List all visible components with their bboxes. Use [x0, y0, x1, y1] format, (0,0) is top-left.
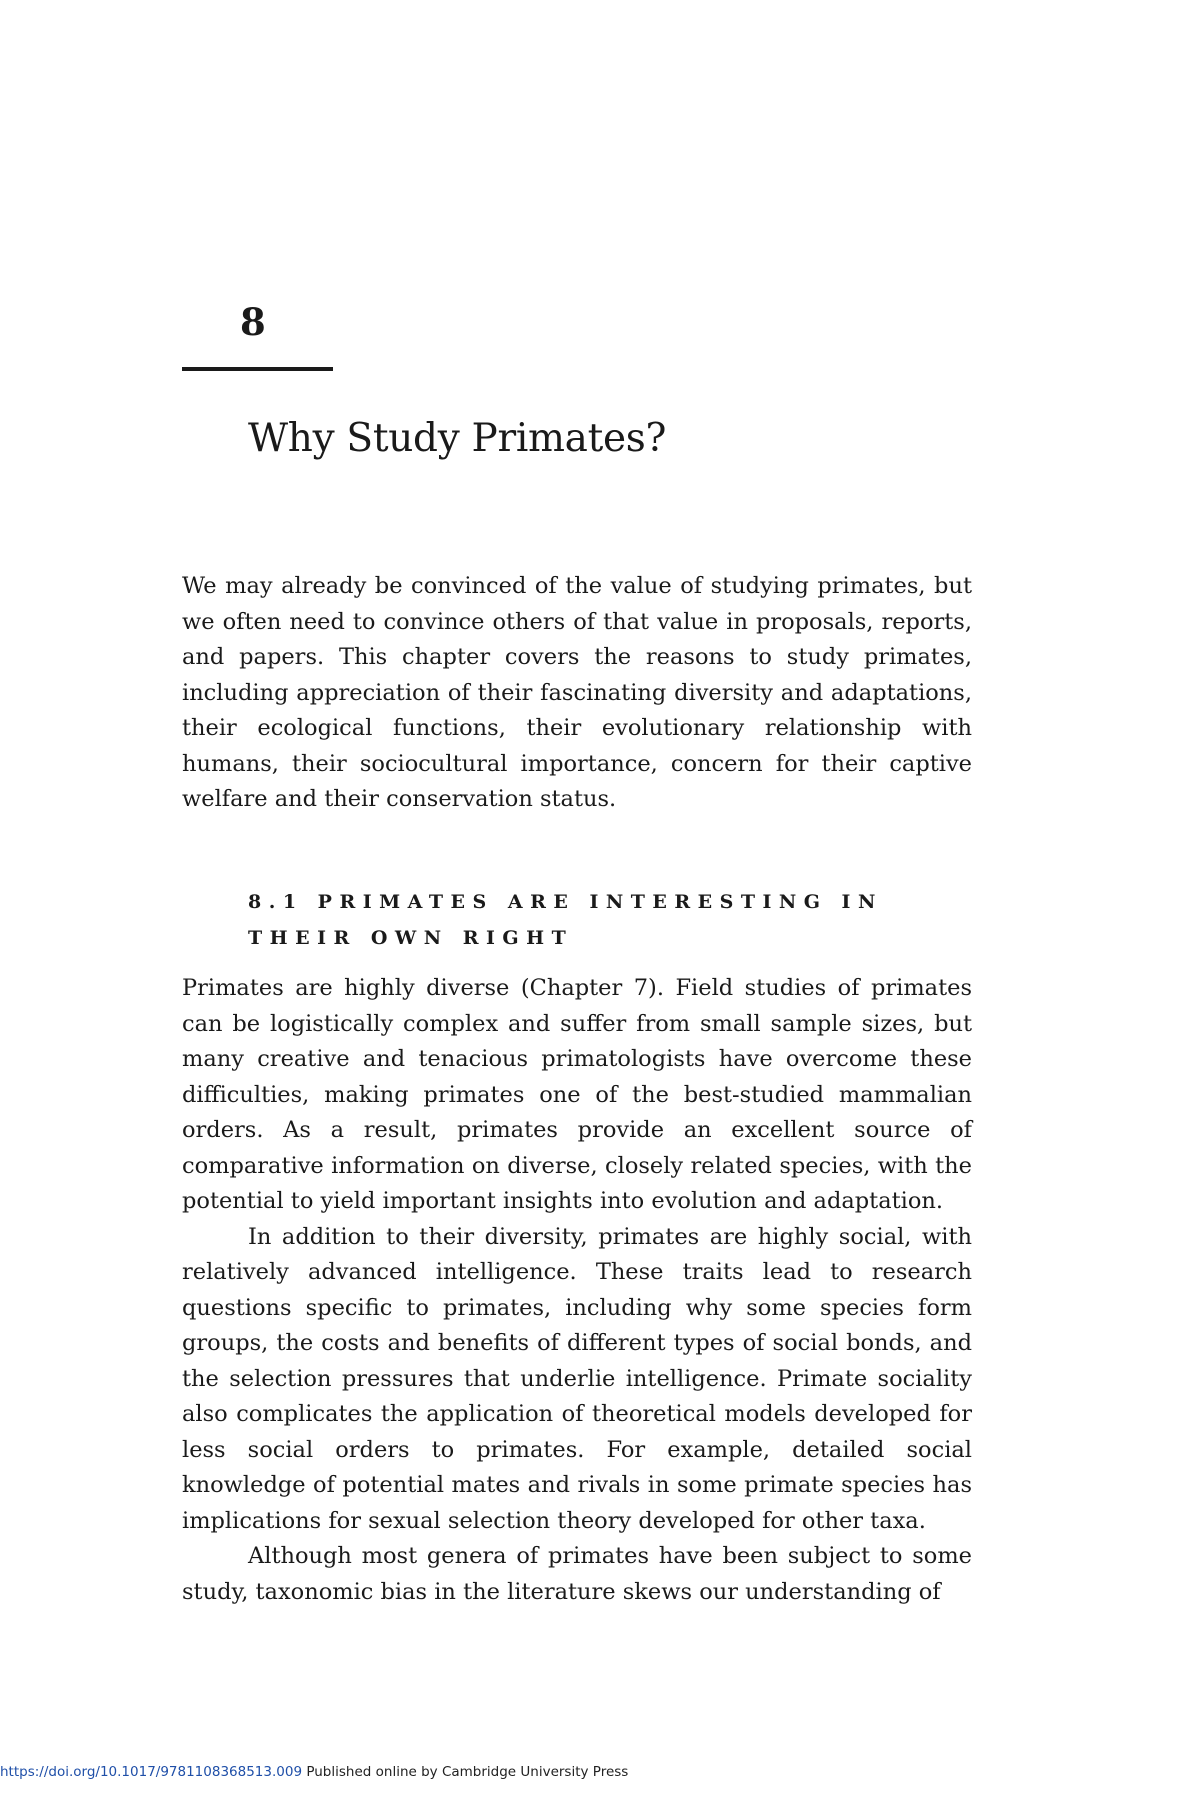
chapter-title: Why Study Primates? — [248, 416, 667, 461]
section-body — [182, 971, 972, 1610]
chapter-number: 8 — [240, 300, 266, 344]
doi-link[interactable]: https://doi.org/10.1017/9781108368513.009 — [0, 1764, 303, 1780]
section-heading: 8.1 PRIMATES ARE INTERESTING IN THEIR OWN RIGHT — [248, 891, 883, 949]
body-paragraph-2: In addition to their diversity, primates are highly social, with relatively advanced intelligence. These traits lead to research questions specific to primates, including why some species form groups, the costs and benefits of different types of social bonds, and the selection pressures that underlie intelligence. Primate sociality also complicates the application of theoretical models developed for less social orders to primates. For example, detailed social knowledge of potential mates and rivals in some primate species has implications for sexual selection theory developed for other taxa. — [182, 1223, 972, 1534]
chapter-intro-paragraph: We may already be convinced of the value of studying primates, but we often need to convince others of that value in proposals, reports, and papers. This chapter covers the reasons to study primates, including appreciation of their fascinating diversity and adaptations, their ecological functions, their evolutionary relationship with humans, their sociocultural importance, concern for their captive welfare and their conservation status. — [182, 573, 972, 812]
publisher-note: Published online by Cambridge University Press — [302, 1764, 629, 1780]
body-paragraph-3: Although most genera of primates have been subject to some study, taxonomic bias in the literature skews our understanding of — [182, 1543, 972, 1605]
page-footer — [0, 1763, 628, 1781]
chapter-rule-divider — [182, 367, 333, 371]
body-paragraph-1: Primates are highly diverse (Chapter 7). Field studies of primates can be logistically complex and suffer from small sample sizes, but many creative and tenacious primatologists have overcome these difficulties, making primates one of the best-studied mammalian orders. As a result, primates provide an excellent source of comparative information on diverse, closely related species, with the potential to yield important insights into evolution and adaptation. — [182, 975, 972, 1214]
